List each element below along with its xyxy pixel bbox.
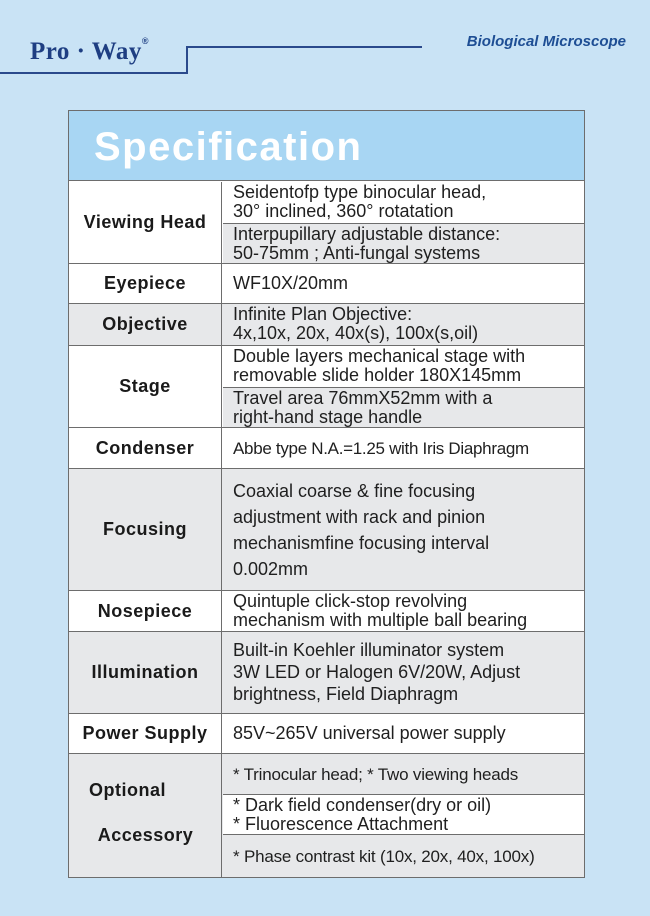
spec-row-eyepiece xyxy=(69,264,584,304)
header-rule-step xyxy=(186,46,188,74)
spec-label: Power Supply xyxy=(69,714,222,753)
spec-row-nosepiece xyxy=(69,591,584,632)
header-rule-right xyxy=(186,46,422,48)
spec-row-optional-accessory xyxy=(69,754,584,877)
brand-logo xyxy=(30,38,149,66)
spec-row-stage xyxy=(69,346,584,428)
spec-row-condenser xyxy=(69,428,584,469)
spec-label-block xyxy=(69,754,222,877)
specification-header xyxy=(69,111,584,181)
spec-label: Viewing Head xyxy=(69,182,222,263)
spec-value: Infinite Plan Objective: 4x,10x, 20x, 40x(s), 100x(s,oil) xyxy=(233,305,479,343)
page-header-title: Biological Microscope xyxy=(466,33,626,50)
spec-row-power-supply xyxy=(69,714,584,754)
spec-value: * Dark field condenser(dry or oil) * Fluorescence Attachment xyxy=(223,794,584,834)
spec-value: Coaxial coarse & fine focusing adjustment with rack and pinion mechanismfine focusing interval 0.002mm xyxy=(233,481,490,579)
brand-logo-text: Pro · Way xyxy=(30,38,142,65)
spec-label: Optional xyxy=(89,780,166,800)
spec-label: Focusing xyxy=(69,469,222,590)
header-rule-left xyxy=(0,72,188,74)
spec-label: Eyepiece xyxy=(69,264,222,303)
spec-value: Built-in Koehler illuminator system 3W LED or Halogen 6V/20W, Adjust brightness, Field Diaphragm xyxy=(233,640,521,704)
spec-value: Abbe type N.A.=1.25 with Iris Diaphragm xyxy=(233,438,529,458)
spec-value: 85V~265V universal power supply xyxy=(233,723,506,743)
specification-title: Specification xyxy=(94,125,363,169)
spec-row-illumination xyxy=(69,632,584,714)
spec-row-objective xyxy=(69,304,584,346)
spec-row-focusing xyxy=(69,469,584,591)
spec-value: Quintuple click-stop revolving mechanism with multiple ball bearing xyxy=(233,592,528,630)
spec-value: * Trinocular head; * Two viewing heads xyxy=(233,764,519,784)
spec-label: Objective xyxy=(69,304,222,345)
spec-label: Condenser xyxy=(69,428,222,468)
spec-label: Illumination xyxy=(69,632,222,713)
spec-row-viewing-head xyxy=(69,182,584,264)
registered-mark: ® xyxy=(141,36,150,46)
spec-label: Stage xyxy=(69,346,222,427)
spec-value: Seidentofp type binocular head, 30° inclined, 360° rotatation xyxy=(233,183,487,221)
spec-value: Double layers mechanical stage with removable slide holder 180X145mm xyxy=(233,347,526,385)
specification-table xyxy=(68,110,585,878)
spec-value: WF10X/20mm xyxy=(233,273,349,293)
spec-value: * Phase contrast kit (10x, 20x, 40x, 100x) xyxy=(223,834,584,877)
spec-value: Interpupillary adjustable distance: 50-75mm ; Anti-fungal systems xyxy=(223,223,584,263)
spec-label: Accessory xyxy=(97,825,194,845)
spec-label: Nosepiece xyxy=(69,591,222,631)
spec-value: Travel area 76mmX52mm with a right-hand stage handle xyxy=(223,387,584,427)
